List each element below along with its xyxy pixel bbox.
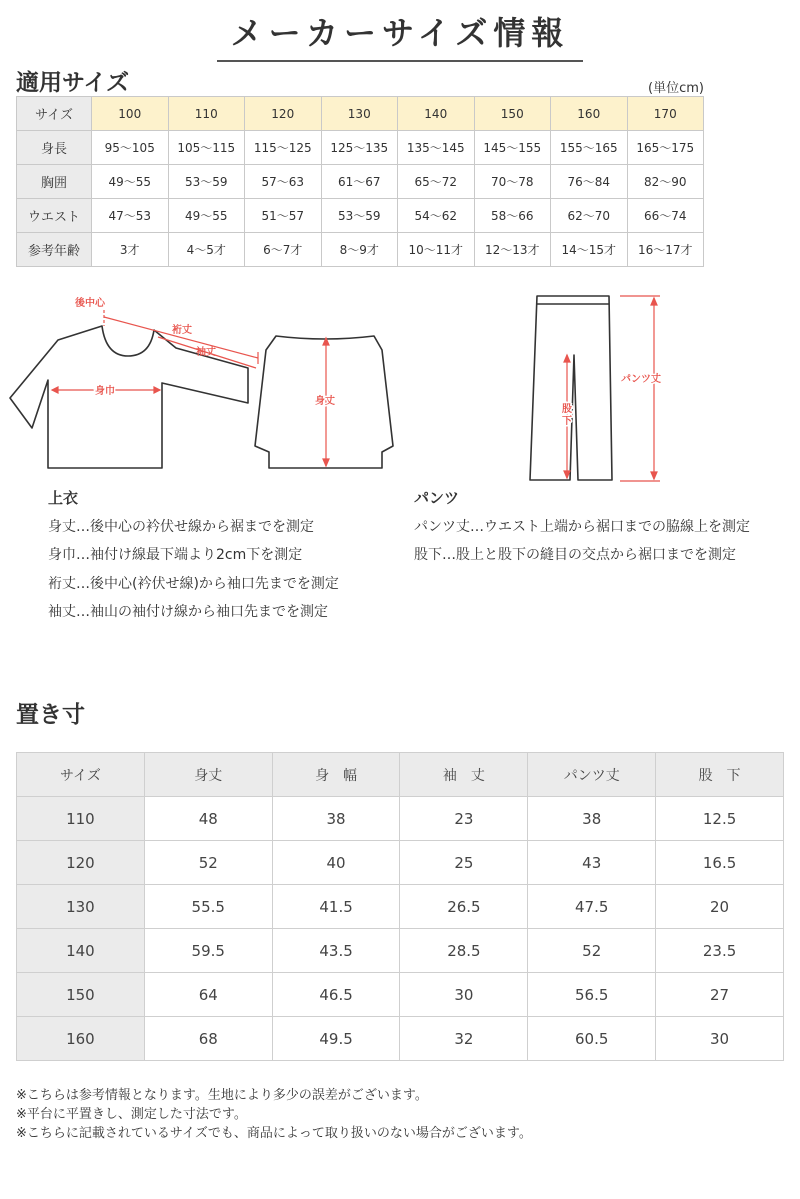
table-header-cell: 150	[474, 97, 551, 131]
table-cell: 66〜74	[627, 199, 704, 233]
label-inseam-2: 下	[562, 416, 572, 427]
table-cell: 30	[656, 1017, 784, 1061]
table-cell: 62〜70	[551, 199, 628, 233]
table-cell: 4〜5才	[168, 233, 245, 267]
label-body-length: 身丈	[315, 396, 335, 407]
page-title: メーカーサイズ情報	[217, 8, 584, 62]
table-cell: 49〜55	[168, 199, 245, 233]
table-cell: 135〜145	[398, 131, 475, 165]
row-header-cell: 160	[17, 1017, 145, 1061]
table-cell: 57〜63	[245, 165, 322, 199]
table-header-cell: パンツ丈	[528, 753, 656, 797]
table-cell: 52	[528, 929, 656, 973]
table-cell: 115〜125	[245, 131, 322, 165]
note-line: ※こちらは参考情報となります。生地により多少の誤差がございます。	[16, 1088, 428, 1103]
table-cell: 3才	[92, 233, 169, 267]
table-cell: 76〜84	[551, 165, 628, 199]
table-cell: 125〜135	[321, 131, 398, 165]
table-cell: 155〜165	[551, 131, 628, 165]
table-cell: 56.5	[528, 973, 656, 1017]
table-row	[17, 797, 784, 841]
table-header-cell: 110	[168, 97, 245, 131]
row-header-cell: 胸囲	[17, 165, 92, 199]
table-cell: 43	[528, 841, 656, 885]
table-cell: 16〜17才	[627, 233, 704, 267]
table-cell: 23.5	[656, 929, 784, 973]
table-cell: 25	[400, 841, 528, 885]
table-row	[17, 1017, 784, 1061]
table-row	[17, 165, 704, 199]
table-row	[17, 885, 784, 929]
table-cell: 47〜53	[92, 199, 169, 233]
table-cell: 10〜11才	[398, 233, 475, 267]
row-header-cell: 130	[17, 885, 145, 929]
row-header-cell: 110	[17, 797, 145, 841]
table-cell: 12〜13才	[474, 233, 551, 267]
table-cell: 58〜66	[474, 199, 551, 233]
table-cell: 64	[144, 973, 272, 1017]
table-cell: 49.5	[272, 1017, 400, 1061]
table-cell: 26.5	[400, 885, 528, 929]
row-header-cell: 身長	[17, 131, 92, 165]
table-row	[17, 131, 704, 165]
table-cell: 27	[656, 973, 784, 1017]
table-cell: 38	[272, 797, 400, 841]
row-header-cell: 150	[17, 973, 145, 1017]
table-header-cell: 100	[92, 97, 169, 131]
top-desc-line: 身丈…後中心の衿伏せ線から裾までを測定	[48, 518, 314, 535]
label-width: 身巾	[95, 386, 115, 397]
table-cell: 14〜15才	[551, 233, 628, 267]
pants-desc-line: パンツ丈…ウエスト上端から裾口までの脇線上を測定	[414, 518, 750, 535]
label-back-center: 後中心	[75, 298, 105, 309]
table-header-cell: 股 下	[656, 753, 784, 797]
table-header-row	[17, 97, 704, 131]
table-cell: 145〜155	[474, 131, 551, 165]
table-header-cell: 170	[627, 97, 704, 131]
table-cell: 65〜72	[398, 165, 475, 199]
table-cell: 53〜59	[321, 199, 398, 233]
top-desc-title: 上衣	[48, 489, 79, 507]
row-header-cell: 参考年齢	[17, 233, 92, 267]
label-sleeve: 袖丈	[196, 347, 216, 358]
table-cell: 41.5	[272, 885, 400, 929]
flat-size-table	[16, 752, 784, 1061]
table-cell: 55.5	[144, 885, 272, 929]
table-header-cell: 120	[245, 97, 322, 131]
table-cell: 68	[144, 1017, 272, 1061]
table-cell: 53〜59	[168, 165, 245, 199]
pants-outline	[530, 296, 612, 480]
table-cell: 28.5	[400, 929, 528, 973]
table-row	[17, 841, 784, 885]
table-cell: 30	[400, 973, 528, 1017]
title-wrap	[0, 8, 800, 62]
table-cell: 52	[144, 841, 272, 885]
row-header-cell: 140	[17, 929, 145, 973]
note-line: ※平台に平置きし、測定した寸法です。	[16, 1107, 247, 1122]
fit-size-title: 適用サイズ	[16, 70, 130, 96]
top-desc-line: 裄丈…後中心(衿伏せ線)から袖口先までを測定	[48, 575, 339, 592]
table-cell: 46.5	[272, 973, 400, 1017]
table-header-cell: 袖 丈	[400, 753, 528, 797]
table-cell: 51〜57	[245, 199, 322, 233]
table-row	[17, 973, 784, 1017]
measurement-diagram	[0, 285, 800, 490]
table-cell: 105〜115	[168, 131, 245, 165]
table-cell: 32	[400, 1017, 528, 1061]
notes	[16, 1086, 532, 1143]
table-cell: 16.5	[656, 841, 784, 885]
note-line: ※こちらに記載されているサイズでも、商品によって取り扱いのない場合がございます。	[16, 1126, 532, 1141]
pants-desc-line: 股下…股上と股下の縫目の交点から裾口までを測定	[414, 547, 736, 563]
table-cell: 23	[400, 797, 528, 841]
table-cell: 54〜62	[398, 199, 475, 233]
flat-size-title: 置き寸	[16, 702, 85, 728]
table-header-cell: サイズ	[17, 97, 92, 131]
unit-label: (単位cm)	[648, 81, 704, 96]
top-desc-line: 袖丈…袖山の袖付け線から袖口先までを測定	[48, 604, 328, 620]
table-cell: 40	[272, 841, 400, 885]
table-cell: 43.5	[272, 929, 400, 973]
table-cell: 8〜9才	[321, 233, 398, 267]
table-cell: 61〜67	[321, 165, 398, 199]
table-cell: 12.5	[656, 797, 784, 841]
fit-size-table	[16, 96, 704, 267]
table-cell: 20	[656, 885, 784, 929]
label-pants-length: パンツ丈	[621, 374, 661, 385]
table-cell: 95〜105	[92, 131, 169, 165]
table-row	[17, 233, 704, 267]
pants-description	[414, 484, 750, 570]
table-cell: 59.5	[144, 929, 272, 973]
table-row	[17, 199, 704, 233]
table-header-cell: 身 幅	[272, 753, 400, 797]
table-cell: 47.5	[528, 885, 656, 929]
top-description	[48, 484, 339, 627]
row-header-cell: 120	[17, 841, 145, 885]
table-cell: 49〜55	[92, 165, 169, 199]
table-cell: 60.5	[528, 1017, 656, 1061]
label-inseam-1: 股	[562, 404, 572, 415]
pants-desc-title: パンツ	[414, 489, 460, 507]
table-header-cell: 160	[551, 97, 628, 131]
table-header-cell: サイズ	[17, 753, 145, 797]
table-header-cell: 身丈	[144, 753, 272, 797]
table-cell: 38	[528, 797, 656, 841]
table-cell: 165〜175	[627, 131, 704, 165]
table-row	[17, 929, 784, 973]
table-header-cell: 130	[321, 97, 398, 131]
table-cell: 6〜7才	[245, 233, 322, 267]
table-cell: 70〜78	[474, 165, 551, 199]
top-desc-line: 身巾…袖付け線最下端より2cm下を測定	[48, 547, 303, 563]
label-yuki: 裄丈	[172, 325, 192, 336]
table-header-row	[17, 753, 784, 797]
table-cell: 82〜90	[627, 165, 704, 199]
row-header-cell: ウエスト	[17, 199, 92, 233]
table-cell: 48	[144, 797, 272, 841]
table-header-cell: 140	[398, 97, 475, 131]
